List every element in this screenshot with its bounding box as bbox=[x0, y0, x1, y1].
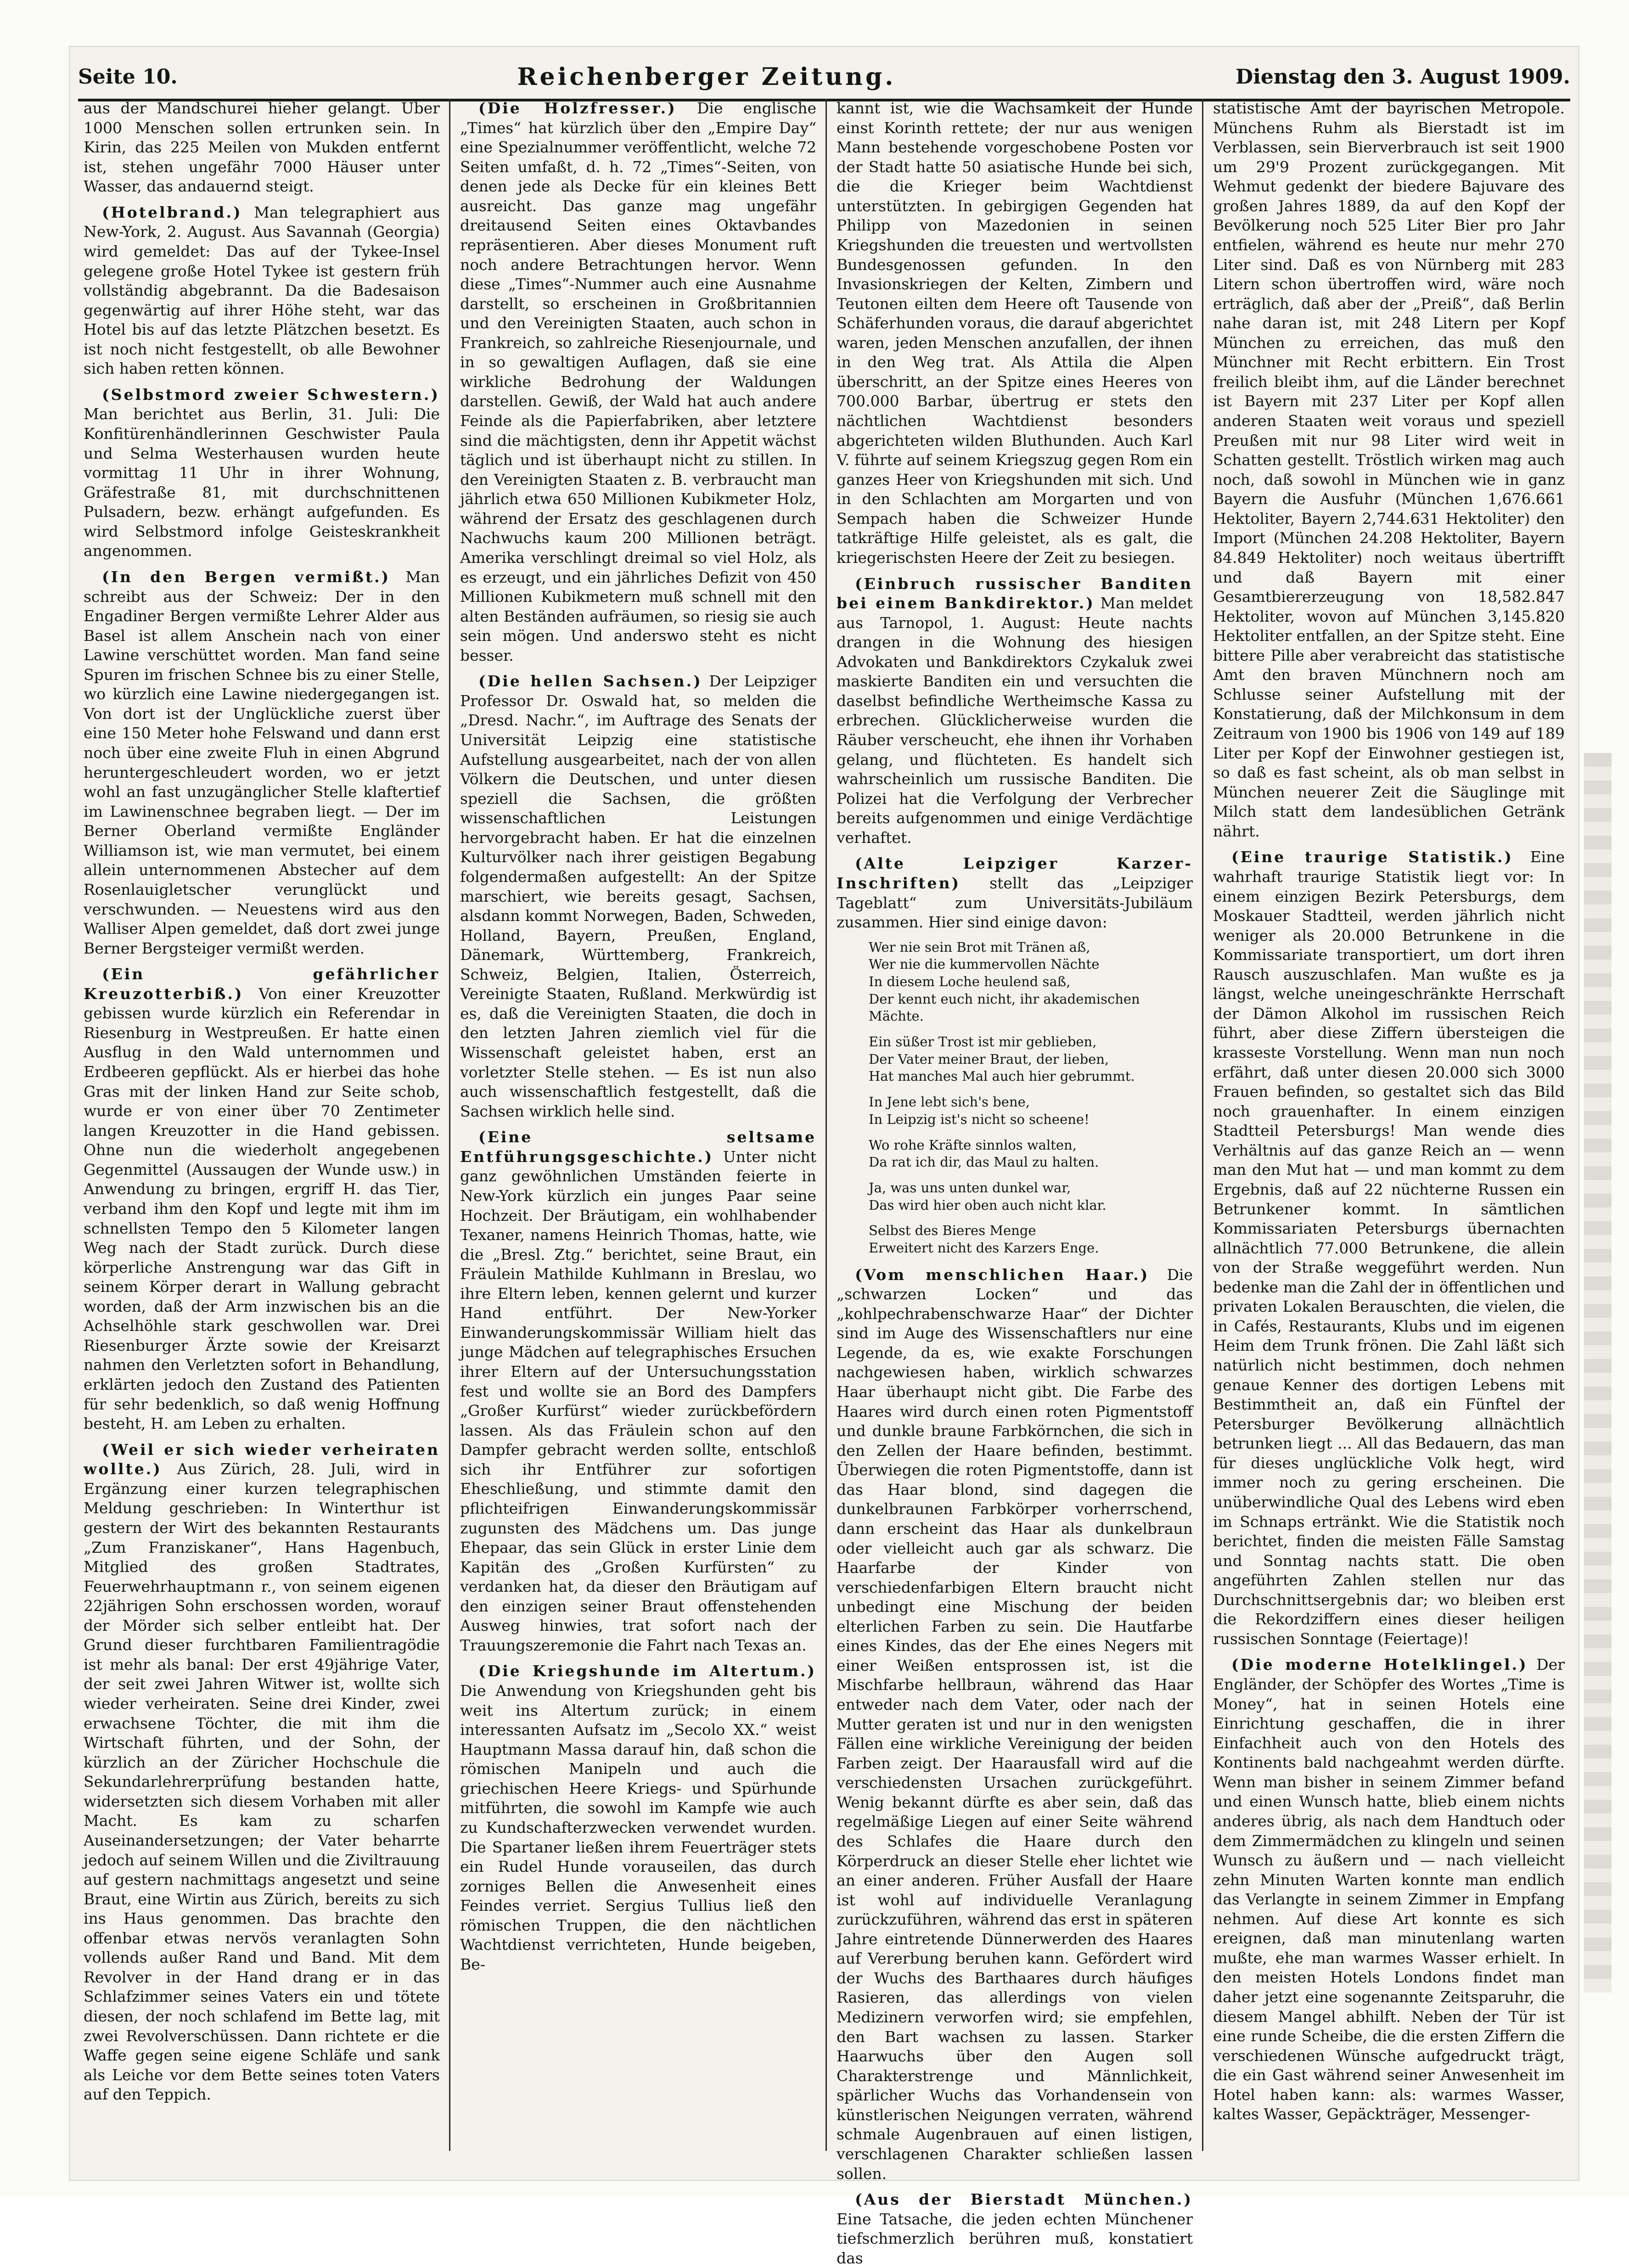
article-heading: (Die Holzfresser.) bbox=[478, 99, 677, 117]
article-heading: (Selbstmord zweier Schwestern.) bbox=[102, 385, 440, 404]
article bbox=[1213, 99, 1565, 841]
article-body: Eine Tatsache, die jeden echten Münchener tiefschmerzlich berühren muß, konstatiert das bbox=[837, 2210, 1193, 2267]
issue-date: Dienstag den 3. August 1909. bbox=[1236, 65, 1570, 89]
inscription-line: Hat manches Mal auch hier gebrummt. bbox=[869, 1068, 1135, 1084]
article-body: Von einer Kreuzotter gebissen wurde kürzlich ein Referendar in Riesenburg in Westpreußen. Er hatte einen Ausflug in den Wald unternommen und Erdbeeren gepflückt. Als er hierbei das hohe Gras mit der linken Hand zur Seite schob, wurde er von einer über 70 Zentimeter langen Kreuzotter in die Hand gebissen. Ohne nun die wiederholt angegebenen Gegenmittel (Aussaugen der Wunde usw.) in Anwendung zu bringen, ergriff H. das Tier, verband ihm den Kopf und legte mit ihm im schnellsten Tempo den 5 Kilometer langen Weg nach der Stadt zurück. Durch diese körperliche Anstrengung war das Gift in seinem Körper derart in Wallung gebracht worden, daß der Arm inzwischen bis an die Achselhöhle stark geschwollen war. Drei Riesenburger Ärzte sowie der Kreisarzt nahmen den Verletzten sofort in Behandlung, erklärten jedoch den Zustand des Patienten für sehr bedenklich, so daß wenig Hoffnung besteht, H. am Leben zu erhalten. bbox=[84, 984, 440, 1433]
article-heading: (Alte Leipziger Karzer-Inschriften) bbox=[837, 854, 1193, 892]
article-heading: (Eine traurige Statistik.) bbox=[1231, 848, 1513, 866]
article bbox=[460, 99, 816, 665]
column-4 bbox=[1208, 99, 1570, 2151]
article bbox=[837, 574, 1193, 848]
article bbox=[84, 99, 440, 196]
inscription-line: Ja, was uns unten dunkel war, bbox=[869, 1179, 1071, 1196]
masthead bbox=[78, 55, 1570, 101]
article-body: Aus Zürich, 28. Juli, wird in Ergänzung einer kurzen telegraphischen Meldung geschrieben: In Winterthur ist gestern der Wirt des bekannten Restaurants „Zum Franziskaner“, Hans Hagenbuch, Mitglied des großen Stadtrates, Feuerwehrhauptmann r., von seinem eigenen 22jährigen Sohn erschossen worden, worauf der Mörder sich selber entleibt hat. Der Grund dieser furchtbaren Familientragödie ist mehr als banal: Der erst 49jährige Vater, der seit zwei Jahren Witwer ist, wollte sich wieder verheiraten. Seine drei Kinder, zwei erwachsene Töchter, die mit ihm die Wirtschaft führten, und der Sohn, der kürzlich an der Züricher Hochschule die Sekundarlehrerprüfung bestanden hatte, widersetzten sich diesem Vorhaben mit aller Macht. Es kam zu scharfen Auseinandersetzungen; der Vater beharrte jedoch auf seinem Willen und die Ziviltrauung auf gestern nachmittags angesetzt und seine Braut, eine Wirtin aus Zürich, bereits zu sich ins Haus genommen. Das brachte den offenbar etwas nervös veranlagten Sohn vollends außer Rand und Band. Mit dem Revolver in der Hand drang er in das Schlafzimmer seines Vaters ein und tötete diesen, der noch schlafend im Bette lag, mit zwei Revolverschüssen. Dann richtete er die Waffe gegen seine eigene Schläfe und sank als Leiche vor dem Bette seines toten Vaters auf den Teppich. bbox=[84, 1460, 440, 2104]
article-heading: (Aus der Bierstadt München.) bbox=[855, 2190, 1193, 2209]
article bbox=[1213, 1655, 1565, 2124]
article-body: Die englische „Times“ hat kürzlich über den „Empire Day“ eine Spezialnummer veröffentlicht, welche 72 Seiten umfaßt, d. h. 72 „Times“-Seiten, von denen jede als Decke für ein kleines Bett ausreicht. Das ganze mag ungefähr dreitausend Seiten eines Oktavbandes repräsentieren. Aber dieses Monument ruft noch andere Betrachtungen hervor. Wenn diese „Times“-Nummer auch eine Ausnahme darstellt, so erscheinen in Großbritannien und den Vereinigten Staaten, auch schon in Frankreich, so zahlreiche Riesenjournale, und in so gewaltigen Auflagen, daß sie eine wirkliche Bedrohung der Waldungen darstellen. Gewiß, der Wald hat auch andere Feinde als die Papierfabriken, aber letztere sind die mächtigsten, denn ihr Appetit wächst täglich und ist überhaupt nicht zu stillen. In den Vereinigten Staaten z. B. verbraucht man jährlich etwa 650 Millionen Kubikmeter Holz, während der Ersatz des geschlagenen durch Nachwuchs kaum 200 Millionen beträgt. Amerika verschlingt dreimal so viel Holz, als es erzeugt, und ein jährliches Defizit von 450 Millionen Kubikmetern muß schnell mit den alten Beständen aufräumen, so riesig sie auch sein mögen. Und anderswo steht es nicht besser. bbox=[460, 99, 816, 664]
inscription-line: Da rat ich dir, das Maul zu halten. bbox=[869, 1154, 1099, 1170]
article-heading: (Vom menschlichen Haar.) bbox=[855, 1265, 1150, 1284]
inscription-line: Das wird hier oben auch nicht klar. bbox=[869, 1197, 1107, 1213]
column-rule bbox=[826, 99, 827, 2151]
column-1 bbox=[78, 99, 445, 2151]
inscription-line: In Jene lebt sich's bene, bbox=[869, 1094, 1030, 1110]
inscription-stanza bbox=[869, 1033, 1193, 1085]
article-body: Der Leipziger Professor Dr. Oswald hat, so melden die „Dresd. Nachr.“, im Auftrage des Senats der Universität Leipzig eine statistische Aufstellung ausgearbeitet, nach der von allen Völkern die Deutschen, und unter diesen speziell die Sachsen, die größten wissenschaftlichen Leistungen hervorgebracht haben. Er hat die einzelnen Kulturvölker nach ihrer geistigen Begabung folgendermaßen aufgestellt: An der Spitze marschiert, wie bereits gesagt, Sachsen, alsdann kommt Norwegen, Baden, Schweden, Holland, Bayern, Preußen, England, Dänemark, Württemberg, Frankreich, Schweiz, Belgien, Italien, Österreich, Vereinigte Staaten, Rußland. Merkwürdig ist es, daß die Vereinigten Staaten, die doch in den letzten Jahren ziemlich viel für die Wissenschaft geleistet haben, erst an vorletzter Stelle stehen. — Es ist nun also auch wissenschaftlich festgestellt, daß die Sachsen wirklich helle sind. bbox=[460, 672, 817, 1120]
inscription-line: Der Vater meiner Braut, der lieben, bbox=[869, 1051, 1109, 1067]
inscription-line: In diesem Loche heulend saß, bbox=[869, 974, 1071, 989]
newspaper-title: Reichenberger Zeitung. bbox=[517, 63, 896, 91]
article-heading: (Weil er sich wieder verheiraten wollte.) bbox=[84, 1440, 440, 1478]
article bbox=[84, 385, 440, 561]
inscription-line: Wer nie sein Brot mit Tränen aß, bbox=[869, 939, 1090, 955]
article-body: Man telegraphiert aus New-York, 2. August. Aus Savannah (Georgia) wird gemeldet: Das auf der Tykee-Insel gelegene große Hotel Tykee ist gestern früh vollständig abgebrannt. Da die Badesaison gegenwärtig auf ihrer Höhe steht, war das Hotel bis auf das letzte Plätzchen besetzt. Es ist noch nicht festgestellt, ob alle Bewohner sich haben retten können. bbox=[84, 203, 440, 378]
article bbox=[84, 203, 440, 379]
column-rule bbox=[449, 99, 450, 2151]
article-body: Unter nicht ganz gewöhnlichen Umständen feierte in New-York kürzlich ein junges Paar seine Hochzeit. Der Bräutigam, ein wohlhabender Texaner, namens Heinrich Thomas, hatte, wie die „Bresl. Ztg.“ berichtet, seine Braut, ein Fräulein Mathilde Kuhlmann in Breslau, wo ihre Eltern leben, kennen gelernt und kurzer Hand entführt. Der New-Yorker Einwanderungskommissär William hielt das junge Mädchen auf telegraphisches Ersuchen ihrer Eltern auf der Untersuchungsstation fest und wollte sie an Bord des Dampfers „Großer Kurfürst“ wieder zurückbefördern lassen. Als das Fräulein schon auf den Dampfer gebracht werden sollte, entschloß sich ihr Entführer zur sofortigen Eheschließung, und stimmte damit den pflichteifrigen Einwanderungskommissär zugunsten des Mädchens um. Das junge Ehepaar, das sein Glück in erster Linie dem Kapitän des „Großen Kurfürsten“ zu verdanken hat, da dieser den Bräutigam auf den einzigen seiner Braut offenstehenden Ausweg hinwies, trat sofort nach der Trauungszeremonie die Fahrt nach Texas an. bbox=[460, 1147, 816, 1654]
article-body: kannt ist, wie die Wachsamkeit der Hunde einst Korinth rettete; der nur aus wenigen Mann bestehende vorgeschobene Posten vor der Stadt hatte 50 asiatische Hunde bei sich, die die Krieger beim Wachtdienst unterstützten. In gebirgigen Gegenden hat Philipp von Mazedonien in seinen Kriegshunden die treuesten und wertvollsten Bundesgenossen gefunden. In den Invasionskriegen der Kelten, Zimbern und Teutonen eilten dem Heere oft Tausende von Schäferhunden voraus, die darauf abgerichtet waren, jeden Menschen anzufallen, der ihnen in den Weg trat. Als Attila die Alpen überschritt, an der Spitze eines Heeres von 700.000 Barbar, übertrug er stets den nächtlichen Wachtdienst besonders abgerichteten wilden Bluthunden. Auch Karl V. führte auf seinem Kriegszug gegen Rom ein ganzes Heer von Kriegshunden mit sich. Und in den Schlachten am Morgarten und von Sempach haben die Schweizer Hunde tatkräftige Hilfe geleistet, als es galt, die kriegerischsten Heere der Zeit zu besiegen. bbox=[837, 99, 1193, 567]
article bbox=[84, 1440, 440, 2105]
article bbox=[460, 1662, 816, 1974]
inscription-stanza bbox=[869, 1094, 1193, 1128]
article bbox=[837, 854, 1193, 932]
article bbox=[460, 672, 816, 1121]
article-heading: (In den Bergen vermißt.) bbox=[102, 567, 391, 586]
inscription-stanza bbox=[869, 1179, 1193, 1214]
inscription-line: In Leipzig ist's nicht so scheene! bbox=[869, 1111, 1090, 1127]
article-heading: (Hotelbrand.) bbox=[102, 203, 242, 221]
inscription-line: Wer nie die kummervollen Nächte bbox=[869, 956, 1100, 972]
article bbox=[460, 1128, 816, 1655]
article bbox=[1213, 848, 1565, 1649]
article bbox=[837, 99, 1193, 568]
article-heading: (Die Kriegshunde im Altertum.) bbox=[478, 1662, 816, 1680]
article-heading: (Die moderne Hotelklingel.) bbox=[1231, 1656, 1528, 1674]
article-body: Die „schwarzen Locken“ und das „kohlpechrabenschwarze Haar“ der Dichter sind im Auge des Wissenschaftlers nur eine Legende, da es, wie exakte Forschungen nachgewiesen haben, wirklich schwarzes Haar überhaupt nicht gibt. Die Farbe des Haares wird durch einen roten Pigmentstoff und dunkle braune Farbkörnchen, die sich in den Zellen der Haare befinden, bestimmt. Überwiegen die roten Pigmentstoffe, dann ist das Haar blond, sind dagegen die dunkelbraunen Farbkörper vorherrschend, dann erscheint das Haar als dunkelbraun oder vielleicht auch gar als schwarz. Die Haarfarbe der Kinder von verschiedenfarbigen Eltern braucht nicht unbedingt eine Mischung der beiden elterlichen Farben zu sein. Die Hautfarbe eines Kindes, das der Ehe eines Negers mit einer Weißen entsprossen ist, ist die Mischfarbe hellbraun, während das Haar entweder nach dem Vater, oder nach der Mutter geraten ist und nur in den wenigsten Fällen eine wirkliche Vereinigung der beiden Farben zeigt. Der Haarausfall wird auf die verschiedensten Ursachen zurückgeführt. Wenig bekannt dürfte es aber sein, daß das regelmäßige Liegen auf einer Seite während des Schlafes die Haare durch den Körperdruck an dieser Stelle eher lichtet wie an einer anderen. Früher Ausfall der Haare ist wohl auf individuelle Veranlagung zurückzuführen, während das erst in späteren Jahre eintretende Dünnerwerden des Haares auf Vererbung beruhen kann. Gefördert wird der Wuchs des Barthaares durch häufiges Rasieren, das allerdings von vielen Medizinern verworfen wird; sie empfehlen, den Bart wachsen zu lassen. Starker Haarwuchs über den Augen soll Charakterstrenge und Männlichkeit, spärlicher Wuchs das Vorhandensein von künstlerischen Neigungen verraten, während schmale Augenbrauen auf einen listigen, verschlagenen Charakter schließen lassen sollen. bbox=[837, 1265, 1193, 2183]
inscription-stanza bbox=[869, 1137, 1193, 1171]
inscription-line: Erweitert nicht des Karzers Enge. bbox=[869, 1240, 1099, 1256]
karzer-inscriptions bbox=[869, 939, 1193, 1257]
article-body: Der Engländer, der Schöpfer des Wortes „Time is Money“, hat in seinen Hotels eine Einrichtung geschaffen, die in ihrer Einfachheit auch von den Hotels des Kontinents bald nachgeahmt werden dürfte. Wenn man bisher in seinem Zimmer befand und einen Wunsch hatte, blieb einem nichts anderes übrig, als nach dem Handtuch oder dem Zimmermädchen zu klingeln und seinen Wunsch zu äußern und — nach vielleicht zehn Minuten Warten konnte man endlich das Verlangte in seinem Zimmer in Empfang nehmen. Auf diese Art konnte es sich ereignen, daß man minutenlang warten mußte, ehe man warmes Wasser erhielt. In den meisten Hotels Londons findet man daher jetzt eine sogenannte Zeitsparuhr, die diesem Mangel abhilft. Neben der Tür ist eine runde Scheibe, die die ersten Ziffern die verschiedenen Wünsche aufgedruckt trägt, die ein Gast während seiner Anwesenheit im Hotel haben kann: als: warmes Wasser, kaltes Wasser, Gepäckträger, Messenger- bbox=[1213, 1656, 1565, 2123]
article bbox=[837, 2190, 1193, 2268]
article-body: statistische Amt der bayrischen Metropole. Münchens Ruhm als Bierstadt ist im Verblassen, sein Bierverbrauch ist seit 1900 um 29'9 Prozent zurückgegangen. Mit Wehmut gedenkt der biedere Bajuvare des großen Jahres 1889, da auf den Kopf der Bevölkerung noch 525 Liter Bier pro Jahr entfielen, während es heute nur mehr 270 Liter sind. Daß es von Nürnberg mit 283 Litern schon übertroffen wird, wäre noch erträglich, daß aber der „Preiß“, daß Berlin nahe daran ist, mit 248 Litern per Kopf München zu erreichen, das muß den Münchner mit Recht erbittern. Ein Trost freilich bleibt ihm, auf die Länder berechnet ist Bayern mit 237 Liter per Kopf allen anderen Staaten weit voraus und speziell Preußen mit nur 98 Liter wird weit in Schatten gestellt. Tröstlich wirken mag auch noch, daß sowohl in München wie in ganz Bayern die Ausfuhr (München 1,676.661 Hektoliter, Bayern 2,744.631 Hektoliter) den Import (München 24.208 Hektoliter, Bayern 84.849 Hektoliter) noch weitaus übertrifft und daß Bayern mit einer Gesamtbiererzeugung von 18,582.847 Hektoliter, wovon auf München 3,145.820 Hektoliter entfallen, an der Spitze steht. Eine bittere Pille aber verabreicht das statistische Amt den braven Münchnern noch am Schlusse seiner Aufstellung mit der Konstatierung, daß der Milchkonsum in dem Zeitraum von 1900 bis 1906 von 149 auf 189 Liter per Kopf der Einwohner gestiegen ist, so daß es fast scheint, als ob man selbst in München neuerer Zeit die Säuglinge mit Milch statt dem landesüblichen Getränk nährt. bbox=[1213, 99, 1565, 840]
article bbox=[84, 567, 440, 958]
adjacent-page-edge bbox=[1584, 753, 1612, 1993]
inscription-stanza bbox=[869, 1222, 1193, 1257]
article-body: stellt das „Leipziger Tageblatt“ zum Universitäts-Jubiläum zusammen. Hier sind einige davon: bbox=[837, 874, 1193, 932]
article bbox=[837, 1265, 1193, 2184]
article-body: Eine wahrhaft traurige Statistik liegt vor: In einem einzigen Bezirk Petersburgs, dem Moskauer Stadtteil, werden jährlich nicht weniger als 20.000 Betrunkene in die Kommissariate transportiert, um dort ihren Rausch auszuschlafen. Man wußte es ja längst, welche uneingeschränkte Herrschaft der Dämon Alkohol im russischen Reich führt, aber diese Ziffern übersteigen die krasseste Vorstellung. Wenn man nun noch erfährt, daß unter diesen 20.000 sich 3000 Frauen befinden, so gestaltet sich das Bild noch grauenhafter. In einem einzigen Stadtteil Petersburgs! Man wende dies Verhältnis auf das ganze Reich an — wenn man den Mut hat — und man kommt zu dem Ergebnis, daß auf 22 nüchterne Russen ein Betrunkener kommt. In sämtlichen Kommissariaten Petersburgs übernachten allnächtlich 77.000 Betrunkene, die allein von der Straße weggeführt werden. Nun bedenke man die Zahl der in öffentlichen und privaten Lokalen Berauschten, die vielen, die in Cafés, Restaurants, Klubs und im eigenen Heim dem Trunk frönen. Die Zahl läßt sich natürlich nicht bestimmen, doch nehmen genaue Kenner des dortigen Lebens mit Bestimmtheit an, daß ein Fünftel der Petersburger Bevölkerung allnächtlich betrunken liegt ... All das Bedauern, das man für dieses unglückliche Volk hegt, wird immer noch zu gering erscheinen. Die unüberwindliche Qual des Lebens wird eben im Schnaps ertränkt. Wie die Statistik noch berichtet, finden die meisten Fälle Samstag und Sonntag nachts statt. Die oben angeführten Zahlen stellen nur das Durchschnittsergebnis dar; wo bleiben erst die Rekordziffern eines dieser heiligen russischen Sonntage (Feiertage)! bbox=[1213, 848, 1565, 1648]
article-heading: (Eine seltsame Entführungsgeschichte.) bbox=[460, 1128, 816, 1166]
inscription-line: Der kennt euch nicht, ihr akademischen Mächte. bbox=[869, 991, 1140, 1024]
column-2 bbox=[455, 99, 822, 2151]
article-heading: (Einbruch russischer Banditen bei einem Bankdirektor.) bbox=[837, 574, 1193, 612]
article-body: Man berichtet aus Berlin, 31. Juli: Die Konfitürenhändlerinnen Geschwister Paula und Selma Westerhausen wurden heute vormittag 11 Uhr in ihrer Wohnung, Gräfestraße 81, mit durchschnittenen Pulsadern, bezw. erhängt aufgefunden. Es wird Selbstmord infolge Geisteskrankheit angenommen. bbox=[84, 405, 440, 560]
inscription-stanza bbox=[869, 939, 1193, 1025]
inscription-line: Ein süßer Trost ist mir geblieben, bbox=[869, 1034, 1097, 1050]
article bbox=[84, 965, 440, 1434]
inscription-line: Wo rohe Kräfte sinnlos walten, bbox=[869, 1137, 1077, 1153]
column-3 bbox=[831, 99, 1198, 2267]
column-rule bbox=[1202, 99, 1203, 2151]
article-body: aus der Mandschurei hieher gelangt. Über 1000 Menschen sollen ertrunken sein. In Kirin, das 225 Meilen von Mukden entfernt ist, stehen ungefähr 7000 Häuser unter Wasser, das andauernd steigt. bbox=[84, 99, 440, 196]
article-heading: (Ein gefährlicher Kreuzotterbiß.) bbox=[84, 965, 440, 1003]
article-body: Die Anwendung von Kriegshunden geht bis weit ins Altertum zurück; in einem interessanten Aufsatz im „Secolo XX.“ weist Hauptmann Massa darauf hin, daß schon die römischen Manipeln und auch die griechischen Heere Kriegs- und Spürhunde mitführten, die sowohl im Kampfe wie auch zu Kundschafterzwecken verwendet wurden. Die Spartaner ließen ihrem Feuerträger stets ein Rudel Hunde vorauseilen, das durch zorniges Bellen die Anwesenheit eines Feindes verriet. Sergius Tullius ließ den römischen Truppen, die den nächtlichen Wachtdienst verrichteten, Hunde beigeben, Be- bbox=[460, 1682, 816, 1973]
article-heading: (Die hellen Sachsen.) bbox=[478, 672, 702, 691]
article-body: Man schreibt aus der Schweiz: Der in den Engadiner Bergen vermißte Lehrer Alder aus Basel ist allem Anschein nach von einer Lawine verschüttet worden. Man fand seine Spuren im frischen Schnee bis zu einer Stelle, wo kürzlich eine Lawine niedergegangen ist. Von dort ist der Unglückliche zuerst über eine 150 Meter hohe Felswand und dann erst noch über eine zweite Fluh in einen Abgrund heruntergeschleudert worden, wo er jetzt wohl an fast unzugänglicher Stelle klaftertief im Lawinenschnee begraben liegt. — Der im Berner Oberland vermißte Engländer Williamson ist, wie man vermutet, bei einem allein unternommenen Abstecher auf dem Rosenlauigletscher verunglückt und verschwunden. — Neuestens wird aus den Walliser Alpen gemeldet, daß dort zwei junge Berner Bergsteiger vermißt werden. bbox=[84, 567, 440, 957]
page-number: Seite 10. bbox=[78, 65, 178, 89]
inscription-line: Selbst des Bieres Menge bbox=[869, 1223, 1036, 1239]
article-body: Man meldet aus Tarnopol, 1. August: Heute nachts drangen in die Wohnung des hiesigen Advokaten und Bankdirektors Czykaluk zwei maskierte Banditen ein und versuchten die daselbst befindliche Wertheimsche Kassa zu erbrechen. Glücklicherweise wurden die Räuber verscheucht, ehe ihnen ihr Vorhaben gelang, und flüchteten. Es handelt sich wahrscheinlich um russische Banditen. Die Polizei hat die Verfolgung der Verbrecher bereits aufgenommen und einige Verdächtige verhaftet. bbox=[837, 594, 1193, 847]
